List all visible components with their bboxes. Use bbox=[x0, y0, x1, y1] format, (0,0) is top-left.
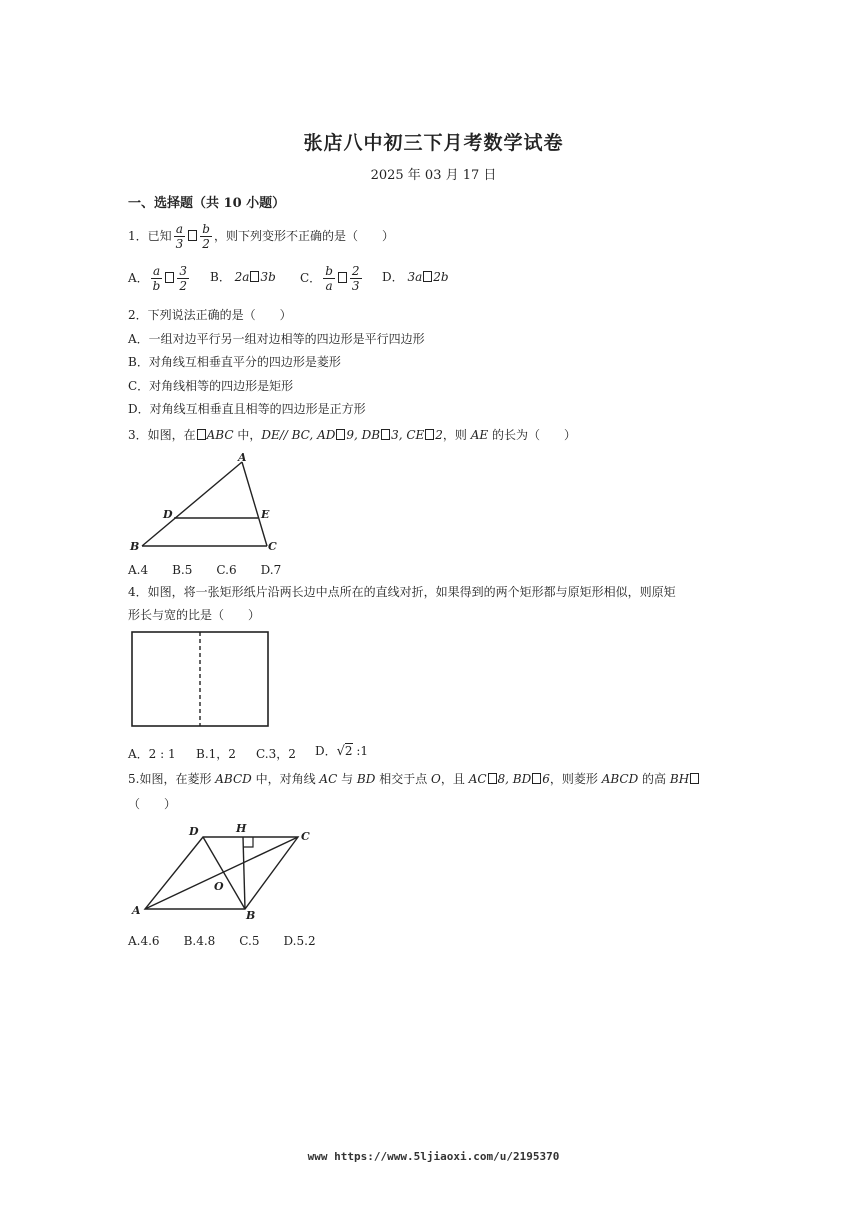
q1-opt-d-left: 3a bbox=[407, 270, 423, 284]
q3-prefix: 3．如图，在 bbox=[128, 428, 196, 442]
q5-ac2: AC bbox=[468, 772, 487, 786]
q3-ae: AE bbox=[470, 428, 489, 442]
q5-v1: 8, BD bbox=[497, 772, 532, 786]
page-title: 张店八中初三下月考数学试卷 bbox=[303, 132, 564, 154]
q4-opt-d-tail: :1 bbox=[352, 744, 369, 758]
q1-option-c-label: C． bbox=[300, 271, 322, 285]
q1-fraction-1: $\frac{a}{3}$ bbox=[175, 222, 184, 251]
question-5-stem-line-2: （ ） bbox=[128, 797, 177, 811]
point-d-label: D bbox=[163, 508, 173, 521]
missing-symbol-box bbox=[423, 271, 432, 282]
q1-opt-c-frac1: $\frac{b}{a}$ bbox=[325, 264, 333, 293]
q1-option-c bbox=[300, 264, 364, 293]
question-2-stem: 2．下列说法正确的是（ ） bbox=[128, 308, 292, 322]
q3-triangle-name: ABC bbox=[206, 428, 234, 442]
side-ac bbox=[242, 462, 267, 546]
q4-option-a: A．2 : 1 bbox=[128, 747, 176, 761]
point-o-label: O bbox=[214, 880, 224, 893]
q3-v3: 2 bbox=[435, 428, 443, 442]
point-e-label: E bbox=[261, 508, 270, 521]
q5-bd: BD bbox=[356, 772, 376, 786]
q5-mid1: 中，对角线 bbox=[251, 772, 320, 786]
q5-rhombus-figure bbox=[128, 820, 328, 925]
exam-date: 2025 年 03 月 17 日 bbox=[370, 168, 497, 183]
question-5-stem bbox=[128, 770, 700, 787]
missing-symbol-box bbox=[165, 272, 174, 283]
right-angle-mark bbox=[243, 837, 253, 847]
q1-option-b bbox=[210, 268, 276, 285]
q5-prefix: 5.如图，在菱形 bbox=[128, 772, 216, 786]
question-1-options bbox=[128, 264, 191, 293]
missing-symbol-box bbox=[188, 230, 197, 241]
q1-option-b-label: B． bbox=[210, 270, 231, 284]
missing-symbol-box bbox=[532, 773, 541, 784]
point-h-label: H bbox=[236, 822, 247, 835]
q5-mid2: 与 bbox=[337, 772, 357, 786]
point-c-label: C bbox=[301, 830, 310, 843]
question-4-stem-line-1: 4．如图，将一张矩形纸片沿两长边中点所在的直线对折，如果得到的两个矩形都与原矩形相似，则原矩 bbox=[128, 585, 676, 599]
missing-symbol-box bbox=[381, 429, 390, 440]
diagonal-bd bbox=[203, 837, 245, 909]
q4-opt-d-radicand: 2 bbox=[344, 744, 353, 758]
q3-options: A.4 B.5 C.6 D.7 bbox=[128, 563, 282, 577]
q4-option-d: D．√2 :1 bbox=[315, 744, 369, 759]
q5-mid3: 相交于点 bbox=[375, 772, 432, 786]
q1-option-d bbox=[382, 268, 449, 285]
q1-opt-b-right: 3b bbox=[260, 270, 276, 284]
q1-option-a-label: A． bbox=[128, 271, 149, 285]
q5-v2: 6 bbox=[542, 772, 550, 786]
q1-fraction-2: $\frac{b}{2}$ bbox=[202, 222, 210, 251]
q1-prefix: 1．已知 bbox=[128, 229, 172, 243]
q5-mid4: ，且 bbox=[440, 772, 469, 786]
q2-option-b: B．对角线互相垂直平分的四边形是菱形 bbox=[128, 355, 341, 369]
q4-option-c: C.3，2 bbox=[256, 747, 296, 761]
q5-mid5: ，则菱形 bbox=[549, 772, 602, 786]
missing-symbol-box bbox=[338, 272, 347, 283]
question-4-stem-line-2: 形长与宽的比是（ ） bbox=[128, 608, 261, 622]
q2-option-c: C．对角线相等的四边形是矩形 bbox=[128, 379, 294, 393]
q1-opt-b-left: 2a bbox=[234, 270, 250, 284]
q3-suffix: 的长为（ ） bbox=[488, 428, 577, 442]
q5-ac: AC bbox=[319, 772, 338, 786]
missing-symbol-box bbox=[488, 773, 497, 784]
q1-option-d-label: D． bbox=[382, 270, 404, 284]
q5-abcd2: ABCD bbox=[601, 772, 639, 786]
missing-symbol-box bbox=[197, 429, 206, 440]
q1-opt-d-right: 2b bbox=[433, 270, 449, 284]
missing-symbol-box bbox=[425, 429, 434, 440]
q3-cond1: DE// BC, AD bbox=[261, 428, 336, 442]
q5-bh: BH bbox=[669, 772, 690, 786]
missing-symbol-box bbox=[690, 773, 699, 784]
q3-v2: 3, CE bbox=[391, 428, 425, 442]
point-d-label: D bbox=[189, 825, 199, 838]
q3-triangle-figure bbox=[125, 450, 285, 555]
q3-v1: 9, DB bbox=[346, 428, 381, 442]
point-a-label: A bbox=[238, 451, 247, 464]
q1-opt-a-frac1: $\frac{a}{b}$ bbox=[152, 264, 161, 293]
diagonal-ac bbox=[145, 837, 298, 909]
q2-option-d: D．对角线互相垂直且相等的四边形是正方形 bbox=[128, 402, 366, 416]
height-bh bbox=[243, 837, 245, 909]
missing-symbol-box bbox=[336, 429, 345, 440]
point-c-label: C bbox=[268, 540, 277, 553]
q1-opt-c-frac2: $\frac{2}{3}$ bbox=[351, 264, 360, 293]
section-heading: 一、选择题（共 10 小题） bbox=[128, 196, 286, 211]
q4-opt-d-label: D． bbox=[315, 744, 337, 758]
question-3-stem bbox=[128, 426, 576, 443]
q1-opt-a-frac2: $\frac{3}{2}$ bbox=[179, 264, 187, 293]
footer-url: www https://www.5ljiaoxi.com/u/2195370 bbox=[307, 1150, 560, 1163]
q1-suffix: ，则下列变形不正确的是（ ） bbox=[213, 229, 394, 243]
side-ab bbox=[142, 462, 242, 546]
point-b-label: B bbox=[130, 540, 140, 553]
q5-o: O bbox=[431, 772, 441, 786]
point-a-label: A bbox=[132, 904, 141, 917]
q5-options: A.4.6 B.4.8 C.5 D.5.2 bbox=[128, 934, 316, 948]
q3-mid: 中， bbox=[233, 428, 262, 442]
q3-then: ，则 bbox=[442, 428, 471, 442]
missing-symbol-box bbox=[250, 271, 259, 282]
q5-abcd: ABCD bbox=[215, 772, 252, 786]
q2-option-a: A．一组对边平行另一组对边相等的四边形是平行四边形 bbox=[128, 332, 425, 346]
question-1-stem bbox=[128, 222, 394, 251]
q4-rectangle-figure bbox=[130, 630, 272, 728]
q4-option-b: B.1，2 bbox=[196, 747, 236, 761]
point-b-label: B bbox=[246, 909, 256, 922]
q5-mid6: 的高 bbox=[638, 772, 670, 786]
